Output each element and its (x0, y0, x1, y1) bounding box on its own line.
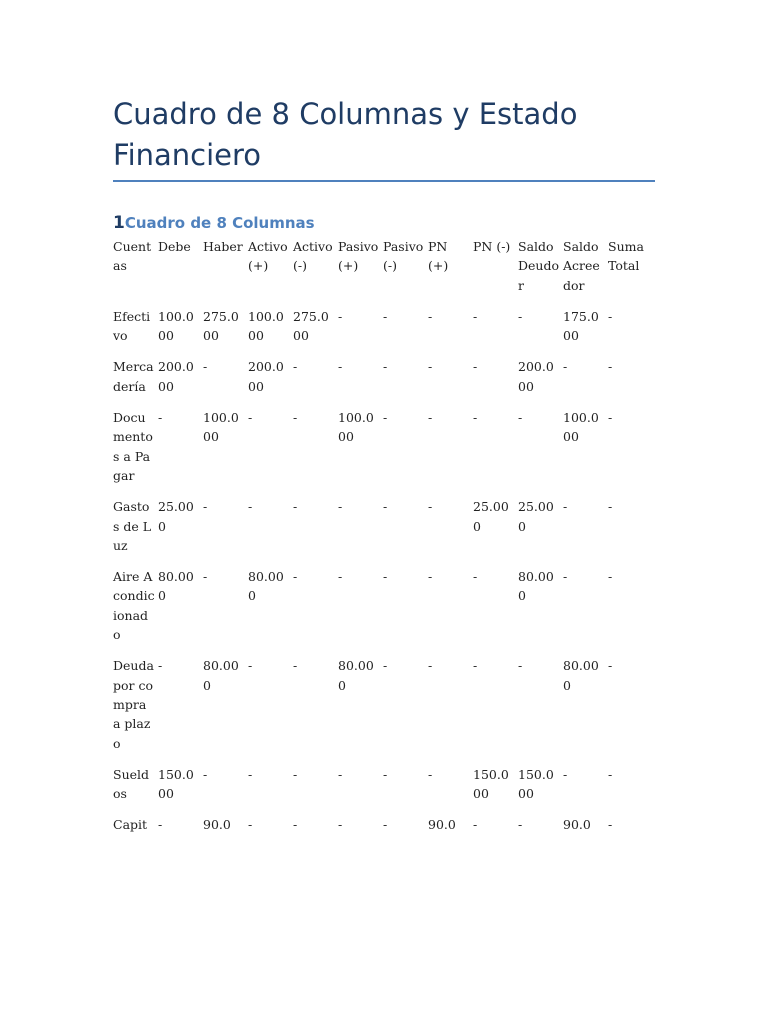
amount-value: - (248, 658, 253, 674)
amount-value: 275.000 (203, 308, 239, 344)
amount-value: - (293, 569, 298, 585)
amount-cell (203, 656, 248, 764)
column-header-label: Debe (158, 239, 191, 254)
account-name: Documentos a Pagar (113, 410, 153, 483)
column-header-activo-minus (293, 237, 338, 307)
amount-value: - (518, 817, 523, 833)
table-row (113, 497, 653, 567)
amount-value: - (563, 569, 568, 585)
amount-value: - (383, 410, 388, 426)
amount-value: - (518, 308, 523, 324)
worksheet-table-container (113, 237, 673, 847)
amount-value: - (608, 658, 613, 674)
amount-cell (518, 815, 563, 846)
amount-cell (473, 497, 518, 567)
amount-value: - (608, 766, 613, 782)
amount-cell (203, 765, 248, 816)
amount-value: - (518, 410, 523, 426)
amount-cell (248, 815, 293, 846)
amount-value: - (203, 766, 208, 782)
table-row (113, 408, 653, 497)
column-header-pasivo-plus (338, 237, 383, 307)
amount-cell (563, 567, 608, 656)
amount-value: 100.000 (248, 308, 284, 344)
amount-cell (158, 567, 203, 656)
amount-cell (563, 307, 608, 358)
table-row (113, 357, 653, 408)
column-header-label: Activo (-) (293, 239, 333, 274)
account-name-cell (113, 307, 158, 358)
amount-cell (158, 307, 203, 358)
amount-cell (473, 656, 518, 764)
amount-value: 25.000 (518, 499, 554, 534)
section-heading (113, 213, 315, 234)
amount-cell (203, 567, 248, 656)
amount-value: - (473, 658, 478, 674)
amount-cell (428, 815, 473, 846)
table-row (113, 656, 653, 764)
account-name: Deuda por compra a plazo (113, 658, 154, 751)
column-header-suma-total (608, 237, 653, 307)
amount-cell (518, 307, 563, 358)
amount-value: - (428, 766, 433, 782)
amount-cell (383, 307, 428, 358)
amount-value: 90.0 (563, 817, 591, 833)
amount-cell (338, 357, 383, 408)
amount-cell (338, 408, 383, 497)
amount-value: - (473, 308, 478, 324)
amount-value: 150.000 (158, 766, 194, 802)
amount-value: - (608, 359, 613, 375)
amount-cell (428, 497, 473, 567)
amount-cell (248, 307, 293, 358)
table-row (113, 765, 653, 816)
amount-value: - (158, 410, 163, 426)
amount-cell (428, 567, 473, 656)
amount-cell (203, 815, 248, 846)
account-name: Efectivo (113, 308, 151, 344)
table-row (113, 307, 653, 358)
amount-cell (383, 408, 428, 497)
amount-cell (338, 567, 383, 656)
amount-value: - (248, 499, 253, 515)
amount-cell (518, 357, 563, 408)
amount-value: - (608, 817, 613, 833)
amount-cell (293, 408, 338, 497)
amount-value: - (473, 817, 478, 833)
amount-cell (518, 408, 563, 497)
amount-value: - (608, 569, 613, 585)
account-name: Capit (113, 817, 148, 833)
column-header-label: Saldo Deudor (518, 239, 559, 293)
amount-cell (248, 765, 293, 816)
amount-cell (158, 815, 203, 846)
amount-cell (473, 815, 518, 846)
amount-cell (383, 765, 428, 816)
table-body (113, 307, 653, 847)
amount-value: - (608, 499, 613, 515)
worksheet-table (113, 237, 653, 847)
amount-cell (293, 815, 338, 846)
amount-cell (563, 765, 608, 816)
column-header-label: Suma Total (608, 239, 644, 274)
amount-value: - (203, 359, 208, 375)
amount-value: 90.0 (428, 817, 456, 833)
amount-cell (158, 408, 203, 497)
amount-cell (608, 307, 653, 358)
amount-value: - (338, 766, 343, 782)
amount-cell (608, 357, 653, 408)
amount-cell (293, 307, 338, 358)
amount-cell (293, 567, 338, 656)
table-header-row (113, 237, 653, 307)
amount-value: 275.000 (293, 308, 329, 344)
amount-cell (338, 656, 383, 764)
amount-value: - (428, 569, 433, 585)
column-header-debe (158, 237, 203, 307)
amount-cell (608, 408, 653, 497)
amount-cell (518, 656, 563, 764)
amount-cell (428, 408, 473, 497)
amount-cell (203, 307, 248, 358)
amount-value: 80.000 (338, 658, 374, 693)
amount-value: 100.000 (203, 410, 239, 445)
amount-value: 90.0 (203, 817, 231, 833)
column-header-label: PN (-) (473, 239, 511, 254)
column-header-activo-plus (248, 237, 293, 307)
amount-cell (293, 765, 338, 816)
amount-value: - (293, 658, 298, 674)
column-header-label: Pasivo (-) (383, 239, 424, 274)
amount-cell (518, 567, 563, 656)
amount-value: 25.000 (473, 499, 509, 534)
column-header-label: Saldo Acreedor (563, 239, 600, 293)
amount-value: - (338, 359, 343, 375)
amount-cell (608, 765, 653, 816)
amount-value: - (248, 410, 253, 426)
amount-value: - (473, 410, 478, 426)
column-header-label: Cuentas (113, 239, 152, 274)
amount-cell (563, 656, 608, 764)
account-name: Aire Acondicionado (113, 569, 155, 643)
amount-value: - (293, 410, 298, 426)
amount-value: 175.000 (563, 308, 599, 344)
amount-value: - (293, 766, 298, 782)
column-header-saldo-deudor (518, 237, 563, 307)
amount-cell (203, 408, 248, 497)
amount-cell (473, 307, 518, 358)
amount-value: 80.000 (563, 658, 599, 693)
account-name: Gastos de Luz (113, 499, 152, 553)
amount-cell (338, 815, 383, 846)
amount-cell (293, 497, 338, 567)
amount-cell (383, 357, 428, 408)
amount-value: - (383, 308, 388, 324)
account-name: Mercadería (113, 359, 154, 394)
column-header-label: PN (+) (428, 239, 449, 274)
amount-value: - (428, 359, 433, 375)
column-header-pn-plus (428, 237, 473, 307)
amount-value: 25.000 (158, 499, 194, 534)
amount-cell (248, 357, 293, 408)
amount-cell (383, 497, 428, 567)
amount-cell (608, 815, 653, 846)
amount-cell (608, 656, 653, 764)
amount-cell (203, 357, 248, 408)
amount-cell (158, 357, 203, 408)
amount-cell (248, 497, 293, 567)
amount-cell (383, 656, 428, 764)
amount-cell (203, 497, 248, 567)
amount-cell (563, 815, 608, 846)
account-name-cell (113, 815, 158, 846)
amount-value: - (428, 658, 433, 674)
amount-cell (383, 815, 428, 846)
table-row (113, 567, 653, 656)
amount-value: - (428, 308, 433, 324)
amount-value: - (338, 569, 343, 585)
amount-value: - (608, 410, 613, 426)
amount-value: 200.000 (518, 359, 554, 394)
amount-value: - (338, 308, 343, 324)
amount-value: - (293, 499, 298, 515)
column-header-pasivo-minus (383, 237, 428, 307)
title-underline (113, 180, 655, 182)
amount-value: 100.000 (158, 308, 194, 344)
amount-cell (338, 307, 383, 358)
amount-value: - (608, 308, 613, 324)
amount-cell (473, 408, 518, 497)
account-name-cell (113, 765, 158, 816)
amount-value: - (293, 817, 298, 833)
amount-cell (473, 357, 518, 408)
column-header-haber (203, 237, 248, 307)
amount-cell (293, 656, 338, 764)
amount-value: 200.000 (248, 359, 284, 394)
amount-value: 150.000 (473, 766, 509, 802)
amount-value: - (383, 658, 388, 674)
account-name-cell (113, 408, 158, 497)
amount-cell (608, 567, 653, 656)
amount-value: 200.000 (158, 359, 194, 394)
amount-value: - (383, 359, 388, 375)
amount-value: - (248, 766, 253, 782)
amount-value: - (473, 359, 478, 375)
amount-value: 80.000 (203, 658, 239, 693)
account-name-cell (113, 567, 158, 656)
amount-cell (428, 307, 473, 358)
amount-cell (158, 765, 203, 816)
amount-cell (563, 497, 608, 567)
amount-value: 80.000 (158, 569, 194, 604)
amount-value: 100.000 (338, 410, 374, 445)
column-header-label: Pasivo (+) (338, 239, 379, 274)
column-header-label: Activo (+) (248, 239, 288, 274)
amount-value: - (203, 569, 208, 585)
amount-value: - (158, 658, 163, 674)
amount-cell (338, 497, 383, 567)
table-row (113, 815, 653, 846)
amount-value: - (383, 766, 388, 782)
amount-cell (248, 567, 293, 656)
document-title: Cuadro de 8 Columnas y Estado Financiero (113, 97, 578, 172)
amount-value: 80.000 (518, 569, 554, 604)
amount-value: 80.000 (248, 569, 284, 604)
column-header-saldo-acreedor (563, 237, 608, 307)
amount-value: - (428, 410, 433, 426)
amount-cell (518, 765, 563, 816)
amount-value: - (563, 499, 568, 515)
account-name-cell (113, 497, 158, 567)
column-header-label: Haber (203, 239, 243, 254)
amount-value: - (383, 817, 388, 833)
amount-cell (158, 497, 203, 567)
amount-value: - (158, 817, 163, 833)
column-header-cuentas (113, 237, 158, 307)
amount-cell (158, 656, 203, 764)
amount-cell (563, 357, 608, 408)
amount-cell (428, 656, 473, 764)
amount-value: - (563, 766, 568, 782)
account-name-cell (113, 656, 158, 764)
column-header-pn-minus (473, 237, 518, 307)
amount-value: - (563, 359, 568, 375)
section-heading-text: Cuadro de 8 Columnas (124, 214, 315, 232)
amount-cell (293, 357, 338, 408)
account-name: Sueldos (113, 766, 150, 802)
amount-cell (428, 765, 473, 816)
amount-cell (248, 656, 293, 764)
amount-cell (473, 567, 518, 656)
amount-value: - (203, 499, 208, 515)
amount-cell (248, 408, 293, 497)
amount-value: - (248, 817, 253, 833)
amount-value: - (473, 569, 478, 585)
amount-value: 100.000 (563, 410, 599, 445)
amount-cell (608, 497, 653, 567)
amount-value: - (383, 569, 388, 585)
amount-cell (563, 408, 608, 497)
account-name-cell (113, 357, 158, 408)
amount-cell (383, 567, 428, 656)
amount-value: 150.000 (518, 766, 554, 802)
section-number: 1 (113, 213, 123, 233)
amount-value: - (518, 658, 523, 674)
amount-value: - (428, 499, 433, 515)
amount-value: - (338, 499, 343, 515)
amount-cell (473, 765, 518, 816)
amount-cell (338, 765, 383, 816)
amount-cell (518, 497, 563, 567)
amount-value: - (383, 499, 388, 515)
amount-value: - (293, 359, 298, 375)
amount-cell (428, 357, 473, 408)
amount-value: - (338, 817, 343, 833)
